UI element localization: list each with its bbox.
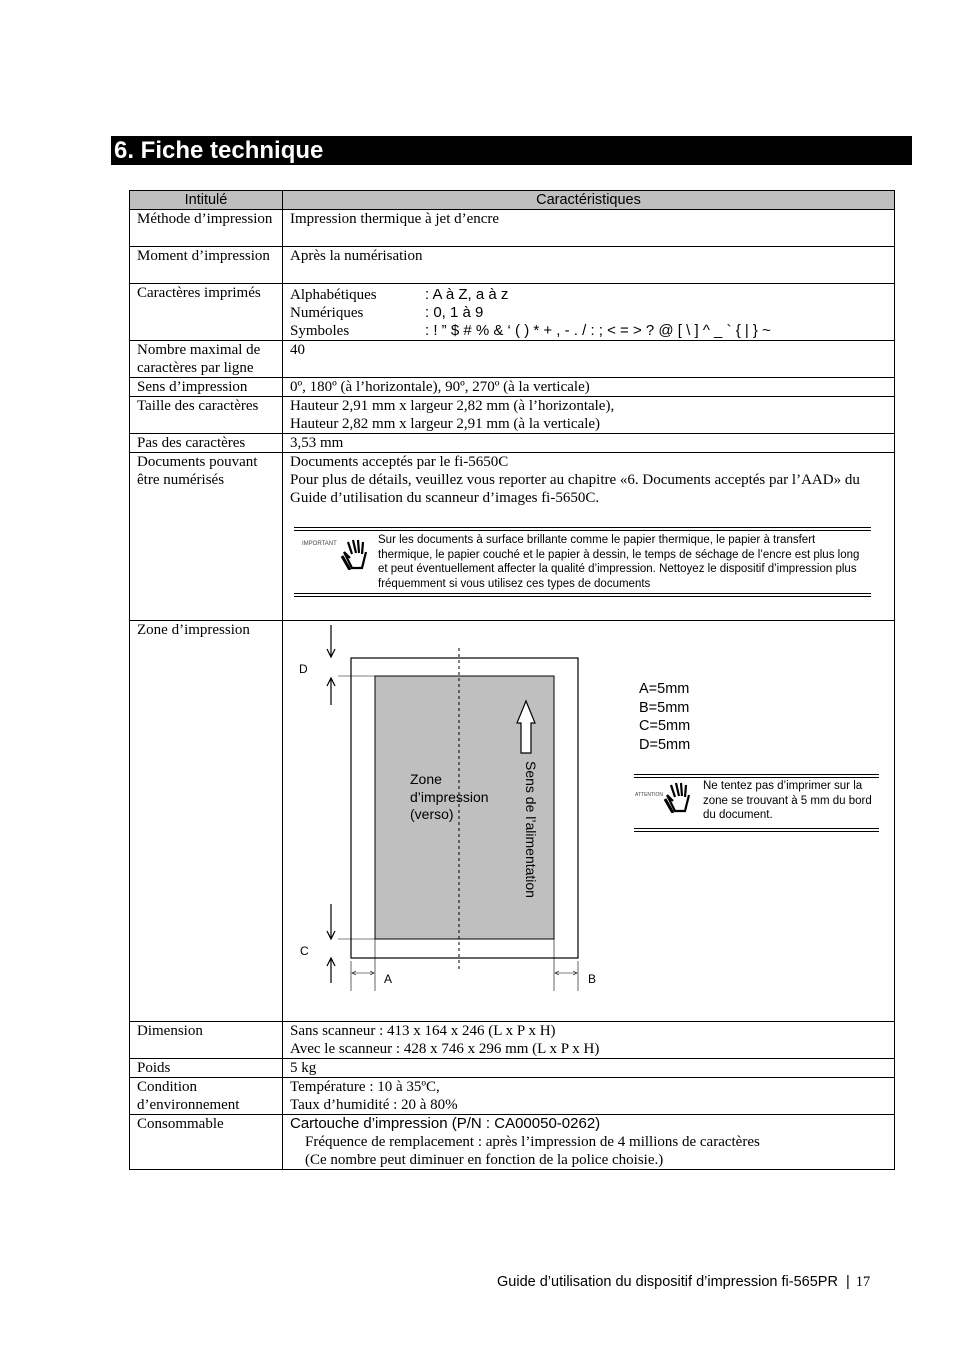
- table-row: [130, 1022, 895, 1059]
- row-label: Zone d’impression: [130, 621, 283, 1022]
- section-title: 6. Fiche technique: [114, 137, 324, 164]
- char-line-alpha: Alphabétiques : A à Z, a à z: [290, 286, 509, 303]
- important-tag: IMPORTANT: [302, 541, 337, 547]
- table-row: [130, 621, 895, 1022]
- hand-warning-icon: [340, 538, 370, 570]
- row-value: 40: [283, 341, 895, 378]
- row-value: [283, 397, 895, 434]
- label-d: D: [299, 662, 308, 676]
- row-value: [283, 453, 895, 621]
- row-value: 5 kg: [283, 1059, 895, 1078]
- table-row: [130, 434, 895, 453]
- row-label: Nombre maximal de caractères par ligne: [130, 341, 283, 378]
- page-footer: [497, 1274, 870, 1291]
- footer-divider: |: [845, 1274, 850, 1290]
- table-row: [130, 341, 895, 378]
- row-label: Sens d’impression: [130, 378, 283, 397]
- table-row: [130, 453, 895, 621]
- row-label: Dimension: [130, 1022, 283, 1059]
- row-label: Méthode d’impression: [130, 210, 283, 247]
- table-row: [130, 1059, 895, 1078]
- table-row: [130, 1115, 895, 1170]
- print-zone-diagram: [283, 621, 894, 1021]
- important-notice: [294, 527, 871, 597]
- label-b: B: [588, 972, 597, 986]
- row-value: Cartouche d’impression (P/N : CA00050-0262) Fréquence de remplacement : après l’impression de 4 millions de caractères (Ce nombre peut diminuer en fonction de la police choisie.): [283, 1115, 895, 1170]
- row-label: Condition d’environnement: [130, 1078, 283, 1115]
- table-row: [130, 247, 895, 284]
- table-row: [130, 378, 895, 397]
- row-value: Température : 10 à 35ºC, Taux d’humidité : 20 à 80%: [283, 1078, 895, 1115]
- attention-tag: ATTENTION: [635, 792, 663, 798]
- row-label: Documents pouvant être numérisés: [130, 453, 283, 621]
- char-line-sym: Symboles : ! ” $ # % & ‘ ( ) * + , - . / : ; < = > ? @ [ \ ] ^ _ ` { | } ~: [290, 322, 771, 339]
- footer-text: Guide d’utilisation du dispositif d’impression fi-565PR: [497, 1274, 838, 1290]
- row-value: Sans scanneur : 413 x 164 x 246 (L x P x H) Avec le scanneur : 428 x 746 x 296 mm (L x P x H): [283, 1022, 895, 1059]
- feed-direction-label: Sens de l’alimentation: [523, 761, 539, 898]
- row-value: 3,53 mm: [283, 434, 895, 453]
- zone-label: Zone d’impression (verso): [410, 771, 489, 822]
- value-d: D=5mm: [639, 736, 691, 753]
- attention-text: Ne tentez pas d’imprimer sur la zone se trouvant à 5 mm du bord du document.: [703, 780, 872, 821]
- value-b: B=5mm: [639, 699, 690, 716]
- row-value: 0º, 180º (à l’horizontale), 90º, 270º (à la verticale): [283, 378, 895, 397]
- row-value: [283, 621, 895, 1022]
- documents-line: Pour plus de détails, veuillez vous reporter au chapitre «6. Documents acceptés par l’AAD» du Guide d’utilisation du scanneur d’images fi-5650C.: [290, 472, 860, 506]
- row-value: [283, 284, 895, 341]
- page-number: 17: [855, 1274, 871, 1290]
- margin-values: [639, 680, 690, 754]
- label-c: C: [300, 944, 309, 958]
- table-row: [130, 284, 895, 341]
- row-label: Poids: [130, 1059, 283, 1078]
- attention-notice: [634, 774, 879, 832]
- row-label: Caractères imprimés: [130, 284, 283, 341]
- row-label: Moment d’impression: [130, 247, 283, 284]
- documents-line: Documents acceptés par le fi-5650C: [290, 454, 509, 470]
- hand-warning-icon: [663, 781, 693, 813]
- important-text: Sur les documents à surface brillante comme le papier thermique, le papier à transfert thermique, le papier couché et le papier à dessin, le temps de séchage de l’encre est plus long et peut éventuellement affecter la qualité d’impression. Nettoyez le dispositif d’impression plus fréquemment si vous utilisez ces types de documents: [378, 534, 860, 590]
- label-a: A: [384, 972, 393, 986]
- header-caracteristiques: Caractéristiques: [283, 191, 895, 210]
- row-label: Pas des caractères: [130, 434, 283, 453]
- spec-table: [129, 190, 895, 1170]
- row-value: Après la numérisation: [283, 247, 895, 284]
- table-header-row: [130, 191, 895, 210]
- section-title-bar: [111, 136, 912, 165]
- table-row: [130, 210, 895, 247]
- table-row: [130, 1078, 895, 1115]
- table-row: [130, 397, 895, 434]
- taille-line: Hauteur 2,82 mm x largeur 2,91 mm (à la verticale): [290, 416, 601, 432]
- row-value: Impression thermique à jet d’encre: [283, 210, 895, 247]
- value-a: A=5mm: [639, 681, 690, 697]
- row-label: Consommable: [130, 1115, 283, 1170]
- taille-line: Hauteur 2,91 mm x largeur 2,82 mm (à l’horizontale),: [290, 398, 615, 414]
- cartridge-line: Cartouche d’impression (P/N : CA00050-0262): [290, 1115, 601, 1132]
- header-intitule: Intitulé: [130, 191, 283, 210]
- row-label: Taille des caractères: [130, 397, 283, 434]
- value-c: C=5mm: [639, 718, 691, 734]
- char-line-num: Numériques : 0, 1 à 9: [290, 304, 484, 321]
